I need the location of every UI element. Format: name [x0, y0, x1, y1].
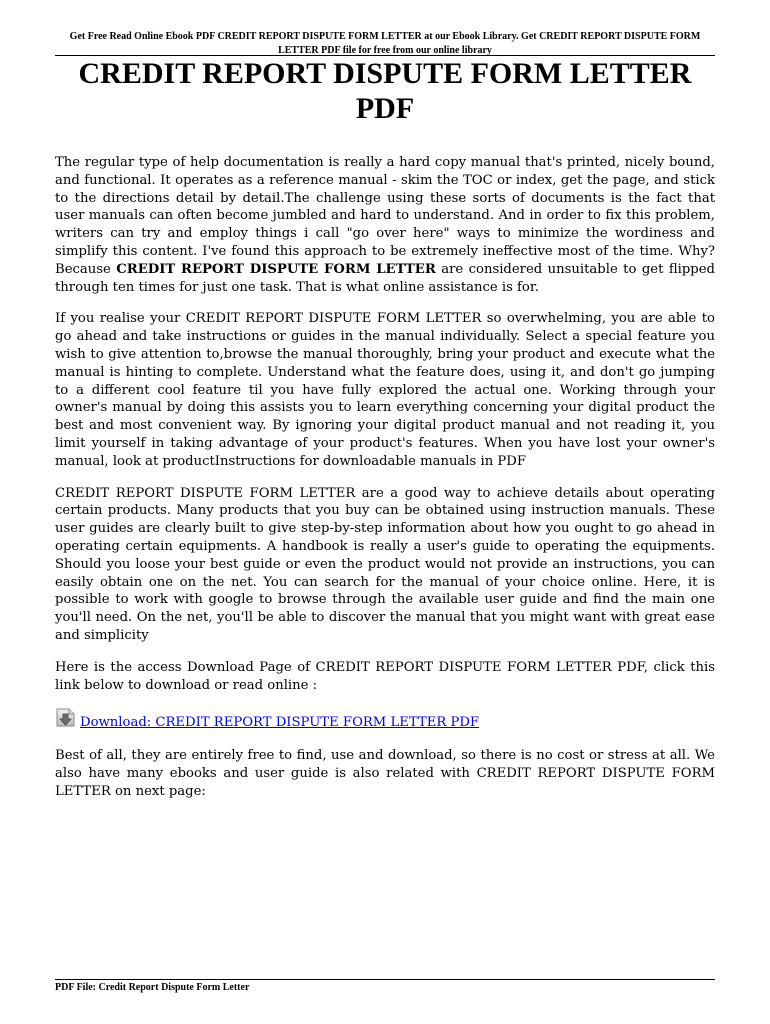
paragraph-details: CREDIT REPORT DISPUTE FORM LETTER are a good way to achieve details about operating certain products. Many products that you buy can be obtained using instruction manuals. These user guides are clearly built to give step-by-step information about how you ought to go ahead in operating certain equipments. A handbook is really a user's guide to operating the equipments. Should you loose your best guide or even the product would not provide an instructions, you can easily obtain one on the net. You can search for the manual of your choice online. Here, it is possible to work with google to browse through the available user guide and find the main one you'll need. On the net, you'll be able to discover the manual that you might want with great ease and simplicity	[55, 485, 715, 643]
download-link[interactable]: Download: CREDIT REPORT DISPUTE FORM LETTER PDF	[80, 715, 480, 731]
page-title: CREDIT REPORT DISPUTE FORM LETTER PDF	[78, 57, 692, 125]
paragraph-access: Here is the access Download Page of CREDIT REPORT DISPUTE FORM LETTER PDF, click this link below to download or read online :	[55, 659, 715, 693]
paragraph-intro-text-start: The regular type of help documentation is really a hard copy manual that's printed, nicely bound, and functional. It operates as a reference manual - skim the TOC or index, get the page, and stick to the directions detail by detail.The challenge using these sorts of documents is the fact that user manuals can often become jumbled and hard to understand. And in order to fix this problem, writers can try and employ things i call "go over here" ways to minimize the wordiness and simplify this content. I've found this approach to be extremely ineffective most of the time. Why? Because	[55, 155, 715, 277]
paragraph-intro	[55, 154, 715, 296]
download-icon[interactable]	[55, 708, 77, 728]
document-body	[55, 154, 715, 815]
download-row	[55, 708, 715, 732]
paragraph-closing: Best of all, they are entirely free to find, use and download, so there is no cost or stress at all. We also have many ebooks and user guide is also related with CREDIT REPORT DISPUTE FORM LETTER on next page:	[55, 748, 715, 799]
paragraph-overwhelming: If you realise your CREDIT REPORT DISPUTE FORM LETTER so overwhelming, you are able to go ahead and take instructions or guides in the manual individually. Select a special feature you wish to give attention to,browse the manual thoroughly, bring your product and execute what the manual is hinting to complete. Understand what the feature does, using it, and don't go jumping to a different cool feature til you have fully explored the actual one. Working through your owner's manual by doing this assists you to learn everything concerning your digital product the best and most convenient way. By ignoring your digital product manual and not reading it, you limit yourself in taking advantage of your product's features. When you have lost your owner's manual, look at productInstructions for downloadable manuals in PDF	[55, 311, 715, 469]
paragraph-intro-bold-title: CREDIT REPORT DISPUTE FORM LETTER	[116, 261, 436, 277]
footer-note: PDF File: Credit Report Dispute Form Letter	[55, 982, 250, 993]
header-note: Get Free Read Online Ebook PDF CREDIT REPORT DISPUTE FORM LETTER at our Ebook Library. Get CREDIT REPORT DISPUTE FORM LETTER PDF file for free from our online library	[69, 31, 701, 56]
footer-divider	[55, 979, 715, 980]
paragraph-intro-text-end: are considered unsuitable to get flipped through ten times for just one task. That is what online assistance is for.	[55, 261, 715, 295]
